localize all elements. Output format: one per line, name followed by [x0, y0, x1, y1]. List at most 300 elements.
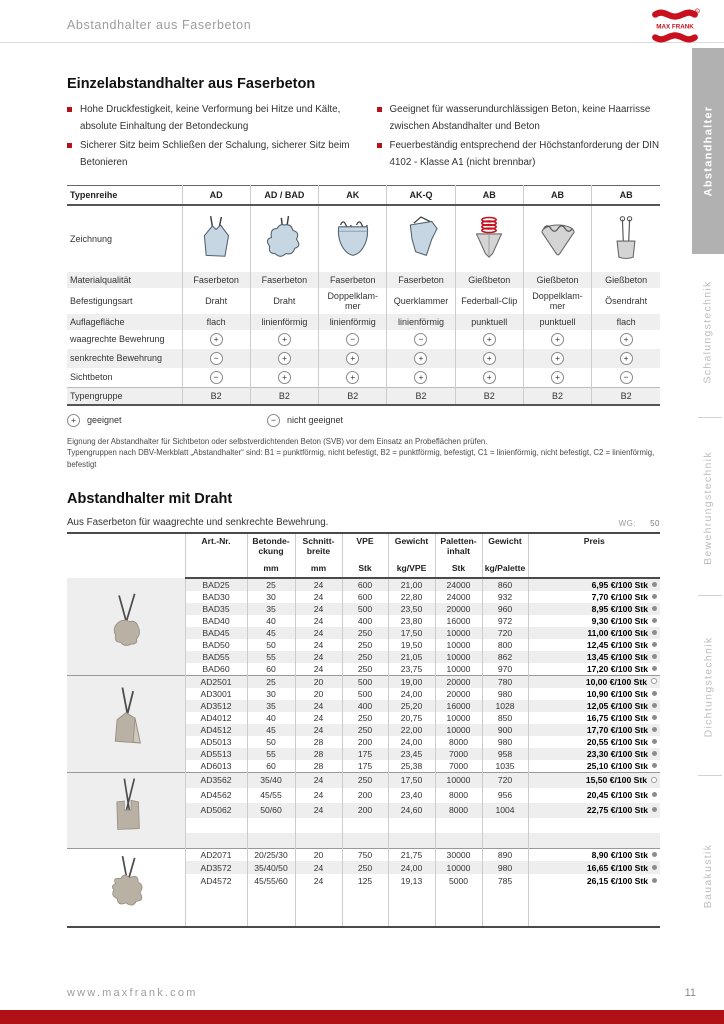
empty-cell	[342, 913, 388, 927]
empty-cell	[295, 887, 342, 900]
data-cell: 400	[342, 615, 388, 627]
header-unit: Stk	[451, 562, 466, 573]
suitable-plus-icon: +	[483, 352, 496, 365]
header-name: Paletten- inhalt	[440, 535, 477, 556]
data-cell: 25,20	[388, 700, 435, 712]
max-frank-logo-icon	[650, 7, 700, 45]
type-column-ab: AB	[455, 185, 523, 205]
empty-cell	[185, 887, 247, 900]
availability-dot	[652, 630, 657, 635]
feature-bullets	[67, 102, 660, 172]
bullet-square-icon	[377, 143, 382, 148]
data-cell: 20	[295, 848, 342, 861]
spacer-ad-bad-icon	[253, 214, 316, 263]
footnotes	[67, 436, 660, 471]
data-cell: 250	[342, 651, 388, 663]
data-cell: BAD45	[185, 627, 247, 639]
column-header-vpe	[342, 533, 388, 578]
type-cell: B2	[319, 387, 387, 405]
data-cell: 10000	[435, 627, 482, 639]
data-cell: 7000	[435, 760, 482, 773]
data-cell: 60	[247, 663, 295, 676]
data-cell: 250	[342, 712, 388, 724]
header-cell	[188, 537, 245, 574]
header-unit: kg/Palette	[484, 562, 526, 573]
sidebar-tab-label: Abstandhalter	[702, 105, 715, 197]
type-column-ak: AK	[319, 185, 387, 205]
empty-cell	[185, 913, 247, 927]
type-cell: Faserbeton	[319, 272, 387, 288]
data-cell: BAD25	[185, 578, 247, 591]
type-table-row	[67, 272, 660, 288]
data-cell: 24	[295, 663, 342, 676]
data-cell: 28	[295, 736, 342, 748]
column-header-artnr	[185, 533, 247, 578]
image-column-header	[67, 533, 185, 578]
suitable-plus-icon: +	[551, 352, 564, 365]
suitable-plus-icon: +	[278, 352, 291, 365]
row-label: Materialqualität	[70, 274, 132, 285]
not-suitable-minus-icon: −	[210, 371, 223, 384]
empty-cell	[295, 818, 342, 833]
photo-bad-icon	[69, 590, 183, 663]
row-label: Typengruppe	[67, 387, 182, 405]
empty-cell	[185, 833, 247, 849]
data-cell: 24	[295, 724, 342, 736]
price-cell	[528, 651, 660, 663]
page-number: 11	[684, 987, 696, 999]
data-cell: 500	[342, 675, 388, 688]
column-header-betondeckung	[247, 533, 295, 578]
feature-bullet	[377, 138, 661, 171]
data-cell: 22,80	[388, 591, 435, 603]
price-text: 16,65 €/100 Stk	[586, 862, 648, 873]
empty-cell	[185, 900, 247, 913]
column-header-gewicht	[482, 533, 528, 578]
header-name: VPE	[356, 535, 374, 546]
price-cell	[528, 700, 660, 712]
not-suitable-minus-icon: −	[210, 352, 223, 365]
breadcrumb: Abstandhalter aus Faserbeton	[67, 18, 252, 32]
empty-cell	[528, 818, 660, 833]
empty-cell	[388, 818, 435, 833]
data-cell: 24,00	[388, 736, 435, 748]
data-cell: 24	[295, 639, 342, 651]
empty-cell	[247, 913, 295, 927]
not-suitable-minus-icon: −	[620, 371, 633, 384]
empty-cell	[247, 833, 295, 849]
data-cell: 250	[342, 663, 388, 676]
suitable-plus-icon: +	[278, 371, 291, 384]
column-header-gewicht	[388, 533, 435, 578]
type-table-row	[67, 387, 660, 405]
data-cell: 35	[247, 700, 295, 712]
type-cell: Faserbeton	[250, 272, 318, 288]
data-cell: 5000	[435, 874, 482, 887]
price-text: 12,45 €/100 Stk	[586, 639, 648, 650]
data-cell: 17,50	[388, 627, 435, 639]
suitable-plus-icon: +	[67, 414, 80, 427]
data-cell: AD5513	[185, 748, 247, 760]
bullet-text: Geeignet für wasserundurchlässigen Beton, keine Haarrisse zwischen Abstandhalter und Beton	[389, 104, 651, 132]
type-cell: Gießbeton	[455, 272, 523, 288]
suitable-plus-icon: +	[483, 333, 496, 346]
type-cell	[387, 349, 455, 368]
product-row-bad25	[67, 578, 660, 591]
product-row-ad3562	[67, 772, 660, 788]
data-cell: 24,60	[388, 803, 435, 818]
sidebar-divider	[698, 417, 722, 418]
type-cell	[523, 349, 591, 368]
data-cell: 600	[342, 578, 388, 591]
data-cell: 10000	[435, 724, 482, 736]
type-cell: Doppelklam-mer	[523, 288, 591, 314]
empty-cell	[342, 818, 388, 833]
data-cell: 60	[247, 760, 295, 773]
price-text: 20,45 €/100 Stk	[586, 790, 648, 801]
type-cell: Ösendraht	[592, 288, 660, 314]
legend-item	[67, 414, 267, 427]
price-text: 20,55 €/100 Stk	[586, 736, 648, 747]
sidebar-item-schalungstechnik[interactable]	[692, 262, 724, 402]
data-cell: 8000	[435, 788, 482, 803]
type-table-row	[67, 288, 660, 314]
data-cell: 250	[342, 639, 388, 651]
type-cell: Federball-Clip	[455, 288, 523, 314]
data-cell: 720	[482, 627, 528, 639]
type-cell: Doppelklam-mer	[319, 288, 387, 314]
data-cell: 19,00	[388, 675, 435, 688]
empty-cell	[247, 818, 295, 833]
empty-cell	[435, 818, 482, 833]
empty-cell	[482, 833, 528, 849]
price-cell	[528, 874, 660, 887]
data-cell: 972	[482, 615, 528, 627]
footer-website-link[interactable]: www.maxfrank.com	[67, 987, 198, 999]
price-text: 11,00 €/100 Stk	[587, 627, 648, 638]
price-table-header-row	[67, 533, 660, 578]
type-cell: B2	[523, 387, 591, 405]
feature-bullet	[67, 138, 351, 171]
data-cell: 40	[247, 712, 295, 724]
data-cell: 890	[482, 848, 528, 861]
data-cell: 24	[295, 788, 342, 803]
availability-dot	[652, 618, 657, 623]
data-cell: BAD55	[185, 651, 247, 663]
data-cell: 800	[482, 639, 528, 651]
spacer-ad-icon	[185, 214, 248, 263]
data-cell: 30	[247, 688, 295, 700]
header-divider	[0, 42, 724, 43]
data-cell: AD4512	[185, 724, 247, 736]
type-cell	[319, 349, 387, 368]
drawing-cell	[592, 205, 660, 272]
price-text: 10,90 €/100 Stk	[586, 688, 648, 699]
data-cell: AD6013	[185, 760, 247, 773]
type-cell	[250, 330, 318, 349]
type-cell	[592, 330, 660, 349]
data-cell: 24	[295, 578, 342, 591]
footnote-line: Typengruppen nach DBV-Merkblatt „Abstandhalter“ sind: B1 = punktförmig, nicht befestigt, B2 = punktförmig, befestigt, C1 = linienförmig, nicht befestigt, C2 = linienförmig, befestigt	[67, 448, 655, 469]
data-cell: 8000	[435, 736, 482, 748]
data-cell: 40	[247, 615, 295, 627]
availability-dot	[652, 691, 657, 696]
type-cell: Gießbeton	[592, 272, 660, 288]
sidebar-divider	[698, 595, 722, 596]
type-cell: linienförmig	[387, 314, 455, 330]
type-cell	[455, 330, 523, 349]
price-cell	[528, 788, 660, 803]
data-cell: 900	[482, 724, 528, 736]
data-cell: 10000	[435, 639, 482, 651]
data-cell: 20	[295, 688, 342, 700]
header-unit: kg/VPE	[396, 562, 427, 573]
data-cell: 600	[342, 591, 388, 603]
photo-ad-u-icon	[69, 773, 183, 848]
row-label: Auflagefläche	[70, 316, 125, 327]
data-cell: 1035	[482, 760, 528, 773]
suitable-plus-icon: +	[346, 371, 359, 384]
empty-cell	[435, 900, 482, 913]
empty-cell	[482, 900, 528, 913]
empty-cell	[295, 913, 342, 927]
type-cell	[592, 349, 660, 368]
sidebar-item-label: Schalungstechnik	[702, 280, 715, 384]
price-text: 22,75 €/100 Stk	[586, 805, 648, 816]
type-column-ab: AB	[592, 185, 660, 205]
data-cell: 860	[482, 578, 528, 591]
data-cell: 200	[342, 736, 388, 748]
type-table-row	[67, 349, 660, 368]
price-table-body	[67, 578, 660, 927]
bullet-square-icon	[67, 107, 72, 112]
data-cell: AD2071	[185, 848, 247, 861]
data-cell: 250	[342, 861, 388, 874]
empty-cell	[435, 833, 482, 849]
data-cell: 200	[342, 803, 388, 818]
empty-cell	[528, 913, 660, 927]
legend-item	[267, 414, 467, 427]
data-cell: 22,00	[388, 724, 435, 736]
bullet-square-icon	[67, 143, 72, 148]
data-cell: 45	[247, 724, 295, 736]
empty-cell	[388, 913, 435, 927]
data-cell: 25	[247, 578, 295, 591]
bullet-text: Sicherer Sitz beim Schließen der Schalung, sicherer Sitz beim Betonieren	[80, 140, 350, 168]
data-cell: 20000	[435, 603, 482, 615]
data-cell: 862	[482, 651, 528, 663]
data-cell: 35/40	[247, 772, 295, 788]
logo-brand-text: MAX FRANK	[656, 23, 694, 31]
sidebar-item-bauakustik[interactable]	[692, 820, 724, 932]
data-cell: 23,75	[388, 663, 435, 676]
data-cell: 1028	[482, 700, 528, 712]
price-cell	[528, 639, 660, 651]
type-cell: Faserbeton	[387, 272, 455, 288]
price-cell	[528, 603, 660, 615]
type-cell: flach	[592, 314, 660, 330]
data-cell: 24000	[435, 578, 482, 591]
price-text: 9,30 €/100 Stk	[591, 615, 648, 626]
data-cell: 24	[295, 651, 342, 663]
not-suitable-minus-icon: −	[414, 333, 427, 346]
product-row-ad2071	[67, 848, 660, 861]
availability-dot	[652, 654, 657, 659]
price-text: 6,95 €/100 Stk	[591, 579, 648, 590]
data-cell: 25	[247, 675, 295, 688]
data-cell: 785	[482, 874, 528, 887]
price-cell	[528, 861, 660, 874]
column-header-schnittbreite	[295, 533, 342, 578]
data-cell: AD5013	[185, 736, 247, 748]
header-name: Gewicht	[394, 535, 429, 546]
empty-cell	[388, 900, 435, 913]
type-cell: Draht	[182, 288, 250, 314]
data-cell: AD5062	[185, 803, 247, 818]
price-text: 13,45 €/100 Stk	[586, 651, 648, 662]
data-cell: 45/55/60	[247, 874, 295, 887]
data-cell: 50	[247, 736, 295, 748]
header-name: Betonde- ckung	[252, 535, 290, 556]
data-cell: 400	[342, 700, 388, 712]
sidebar-item-dichtungstechnik[interactable]	[692, 612, 724, 762]
availability-dot	[651, 678, 657, 684]
not-suitable-minus-icon: −	[267, 414, 280, 427]
price-text: 8,95 €/100 Stk	[591, 603, 648, 614]
data-cell: 24	[295, 874, 342, 887]
data-cell: 175	[342, 760, 388, 773]
price-cell	[528, 803, 660, 818]
price-text: 16,75 €/100 Stk	[586, 712, 648, 723]
drawing-cell	[319, 205, 387, 272]
data-cell: BAD40	[185, 615, 247, 627]
suitable-plus-icon: +	[414, 371, 427, 384]
data-cell: 24	[295, 772, 342, 788]
product-photo-cell	[67, 675, 185, 772]
data-cell: 24	[295, 803, 342, 818]
price-text: 8,90 €/100 Stk	[591, 850, 648, 861]
data-cell: AD2501	[185, 675, 247, 688]
data-cell: 23,80	[388, 615, 435, 627]
sidebar-item-bewehrungstechnik[interactable]	[692, 434, 724, 582]
data-cell: 17,50	[388, 772, 435, 788]
type-cell: B2	[592, 387, 660, 405]
data-cell: 23,40	[388, 788, 435, 803]
empty-cell	[388, 887, 435, 900]
data-cell: 24	[295, 712, 342, 724]
bullet-column-left	[67, 102, 351, 172]
type-table-body	[67, 205, 660, 405]
row-label: waagrechte Bewehrung	[70, 334, 165, 345]
data-cell: 20/25/30	[247, 848, 295, 861]
data-cell: 21,05	[388, 651, 435, 663]
bullet-square-icon	[377, 107, 382, 112]
type-cell: B2	[387, 387, 455, 405]
type-cell	[182, 368, 250, 388]
feature-bullet	[67, 102, 351, 135]
spacer-ak-q-icon	[389, 214, 452, 263]
price-cell	[528, 724, 660, 736]
type-table-head	[67, 185, 660, 205]
drawing-cell	[182, 205, 250, 272]
availability-dot	[652, 807, 657, 812]
type-cell	[250, 368, 318, 388]
header-cell	[298, 537, 340, 574]
data-cell: 7000	[435, 748, 482, 760]
type-cell	[592, 368, 660, 388]
price-text: 23,30 €/100 Stk	[586, 748, 648, 759]
data-cell: AD3001	[185, 688, 247, 700]
data-cell: 958	[482, 748, 528, 760]
data-cell: AD4572	[185, 874, 247, 887]
legend-label: nicht geeignet	[287, 415, 344, 426]
row-label: Befestigungsart	[70, 295, 133, 306]
type-cell: Faserbeton	[182, 272, 250, 288]
type-cell: linienförmig	[319, 314, 387, 330]
suitability-legend	[67, 414, 660, 427]
spacer-ab-doppelklammer-icon	[526, 214, 589, 263]
data-cell: 250	[342, 627, 388, 639]
sidebar-tab-abstandhalter-active[interactable]	[692, 48, 724, 254]
bullet-text: Hohe Druckfestigkeit, keine Verformung bei Hitze und Kälte, absolute Einhaltung der Betondeckung	[80, 104, 341, 132]
price-cell	[528, 591, 660, 603]
type-table-row	[67, 368, 660, 388]
price-cell	[528, 688, 660, 700]
feature-bullet	[377, 102, 661, 135]
price-text: 25,10 €/100 Stk	[586, 760, 648, 771]
data-cell: 28	[295, 760, 342, 773]
logo-registered-mark: R	[696, 9, 699, 14]
suitable-plus-icon: +	[551, 371, 564, 384]
header-name: Gewicht	[488, 535, 522, 546]
data-cell: 24	[295, 615, 342, 627]
data-cell: 200	[342, 788, 388, 803]
footnote-line: Eignung der Abstandhalter für Sichtbeton oder selbstverdichtenden Beton (SVB) vor dem Einsatz an Probeflächen prüfen.	[67, 436, 488, 446]
data-cell: 21,75	[388, 848, 435, 861]
type-cell	[455, 368, 523, 388]
data-cell: 24	[295, 603, 342, 615]
header-cell	[438, 537, 480, 574]
data-cell: 8000	[435, 803, 482, 818]
legend-label: geeignet	[87, 415, 122, 426]
data-cell: 956	[482, 788, 528, 803]
data-cell: 24	[295, 627, 342, 639]
data-cell: 35/40/50	[247, 861, 295, 874]
header-cell	[250, 537, 293, 574]
suitable-plus-icon: +	[620, 352, 633, 365]
availability-dot	[652, 763, 657, 768]
type-cell: B2	[250, 387, 318, 405]
type-table-row	[67, 330, 660, 349]
suitable-plus-icon: +	[278, 333, 291, 346]
data-cell: 24	[295, 591, 342, 603]
data-cell: 35	[247, 603, 295, 615]
type-column-ab: AB	[523, 185, 591, 205]
empty-cell	[295, 833, 342, 849]
availability-dot	[651, 777, 657, 783]
availability-dot	[652, 594, 657, 599]
empty-cell	[528, 900, 660, 913]
empty-cell	[435, 887, 482, 900]
drawing-cell	[455, 205, 523, 272]
data-cell: BAD60	[185, 663, 247, 676]
type-table-row	[67, 314, 660, 330]
data-cell: 16000	[435, 615, 482, 627]
data-cell: 175	[342, 748, 388, 760]
drawing-cell	[250, 205, 318, 272]
type-cell: Draht	[250, 288, 318, 314]
availability-dot	[652, 727, 657, 732]
